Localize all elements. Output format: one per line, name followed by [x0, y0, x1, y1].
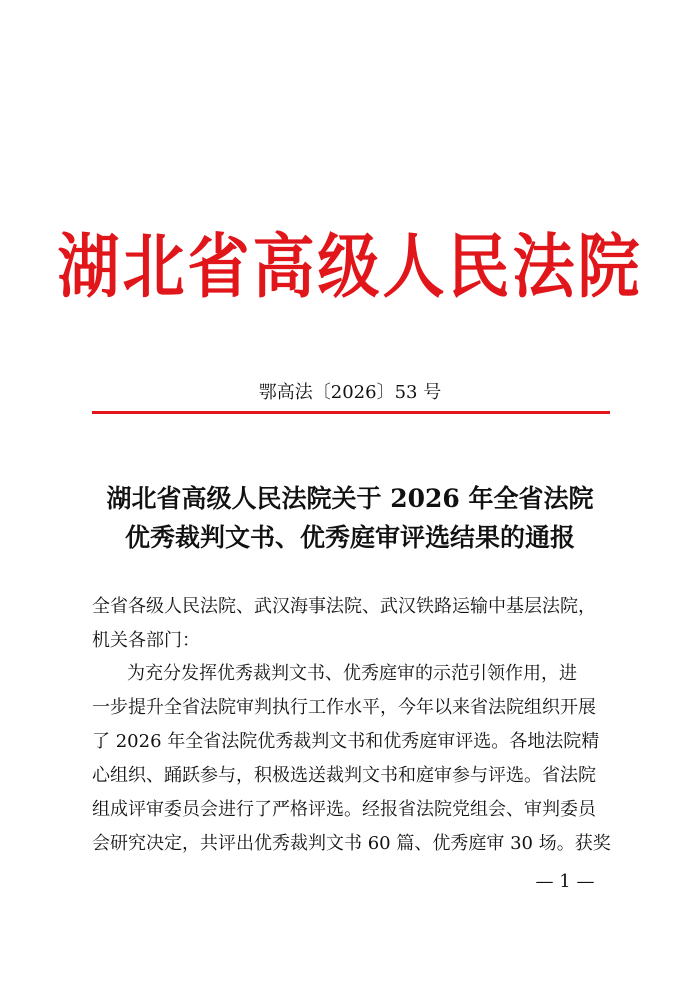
page-number: — 1 — [535, 871, 595, 892]
red-separator-line [92, 411, 610, 414]
recipients-line-1: 全省各级人民法院、武汉海事法院、武汉铁路运输中基层法院， [92, 596, 596, 617]
recipients-line-2: 机关各部门： [92, 630, 200, 651]
paragraph-line: 为充分发挥优秀裁判文书、优秀庭审的示范引领作用，进 [127, 663, 577, 684]
notice-title-line-2: 优秀裁判文书、优秀庭审评选结果的通报 [124, 523, 575, 552]
issuing-organization-title: 湖北省高级人民法院 [57, 225, 643, 308]
paragraph-line: 了 2026 年全省法院优秀裁判文书和优秀庭审评选。各地法院精 [92, 731, 600, 752]
paragraph-line: 心组织、踊跃参与，积极选送裁判文书和庭审参与评选。省法院 [92, 765, 596, 786]
paragraph-line: 会研究决定，共评出优秀裁判文书 60 篇、优秀庭审 30 场。获奖 [92, 833, 611, 854]
notice-title-line-1: 湖北省高级人民法院关于 2026 年全省法院 [106, 484, 594, 513]
document-number: 鄂高法〔2026〕53 号 [258, 382, 442, 403]
paragraph-line: 组成评审委员会进行了严格评选。经报省法院党组会、审判委员 [92, 799, 596, 820]
paragraph-line: 一步提升全省法院审判执行工作水平，今年以来省法院组织开展 [92, 697, 596, 718]
